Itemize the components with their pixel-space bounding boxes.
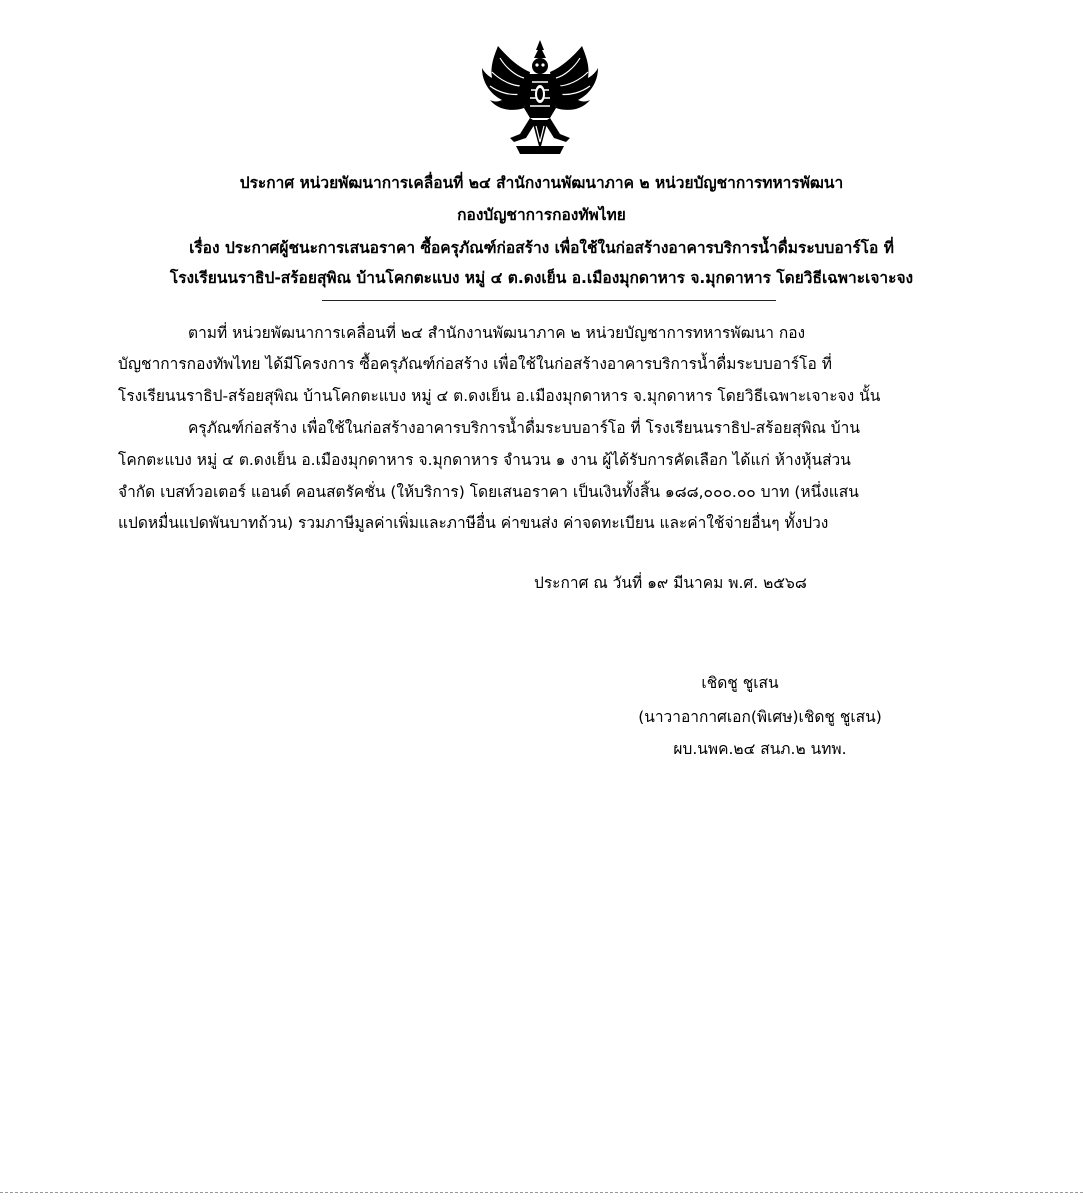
paragraph2-line-3: จำกัด เบสท์วอเตอร์ แอนด์ คอนสตรัคชั่น (ให้บริการ) โดยเสนอราคา เป็นเงินทั้งสิ้น ๑๘๘,๐๐๐.๐๐ บาท (หนึ่งแสน (118, 483, 859, 501)
signature-name: เชิดชู ชูเสน (701, 674, 779, 692)
paragraph2-line-1: ครุภัณฑ์ก่อสร้าง เพื่อใช้ในก่อสร้างอาคารบริการน้ำดื่มระบบอาร์โอ ที่ โรงเรียนนราธิป-สร้อยสุพิณ บ้าน (188, 419, 860, 437)
garuda-emblem-icon (480, 38, 600, 158)
subject-line-2: โรงเรียนนราธิป-สร้อยสุพิณ บ้านโคกตะแบง หมู่ ๔ ต.ดงเย็น อ.เมืองมุกดาหาร จ.มุกดาหาร โดยวิธีเฉพาะเจาะจง (169, 269, 914, 287)
announcement-date: ประกาศ ณ วันที่ ๑๙ มีนาคม พ.ศ. ๒๕๖๘ (534, 574, 807, 592)
title-line-1: ประกาศ หน่วยพัฒนาการเคลื่อนที่ ๒๔ สำนักงานพัฒนาภาค ๒ หน่วยบัญชาการทหารพัฒนา (239, 174, 844, 192)
subject-line-1: เรื่อง ประกาศผู้ชนะการเสนอราคา ซื้อครุภัณฑ์ก่อสร้าง เพื่อใช้ในก่อสร้างอาคารบริการน้ำดื่มระบบอาร์โอ ที่ (189, 239, 894, 257)
paragraph1-line-3: โรงเรียนนราธิป-สร้อยสุพิณ บ้านโคกตะแบง หมู่ ๔ ต.ดงเย็น อ.เมืองมุกดาหาร จ.มุกดาหาร โดยวิธีเฉพาะเจาะจง นั้น (118, 387, 881, 405)
signatory-full-name: (นาวาอากาศเอก(พิเศษ)เชิดชู ชูเสน) (638, 708, 882, 726)
paragraph1-line-1: ตามที่ หน่วยพัฒนาการเคลื่อนที่ ๒๔ สำนักงานพัฒนาภาค ๒ หน่วยบัญชาการทหารพัฒนา กอง (188, 324, 806, 342)
paragraph2-line-4: แปดหมื่นแปดพันบาทถ้วน) รวมภาษีมูลค่าเพิ่มและภาษีอื่น ค่าขนส่ง ค่าจดทะเบียน และค่าใช้จ่ายอื่นๆ ทั้งปวง (118, 514, 829, 532)
title-line-2: กองบัญชาการกองทัพไทย (457, 206, 626, 224)
page-bottom-edge (0, 1192, 1083, 1193)
title-separator (322, 300, 776, 301)
signatory-position: ผบ.นพค.๒๔ สนภ.๒ นทพ. (673, 740, 847, 758)
paragraph1-line-2: บัญชาการกองทัพไทย ได้มีโครงการ ซื้อครุภัณฑ์ก่อสร้าง เพื่อใช้ในก่อสร้างอาคารบริการน้ำดื่มระบบอาร์โอ ที่ (118, 355, 832, 373)
paragraph2-line-2: โคกตะแบง หมู่ ๔ ต.ดงเย็น อ.เมืองมุกดาหาร จ.มุกดาหาร จำนวน ๑ งาน ผู้ได้รับการคัดเลือก ได้แก่ ห้างหุ้นส่วน (118, 451, 851, 469)
